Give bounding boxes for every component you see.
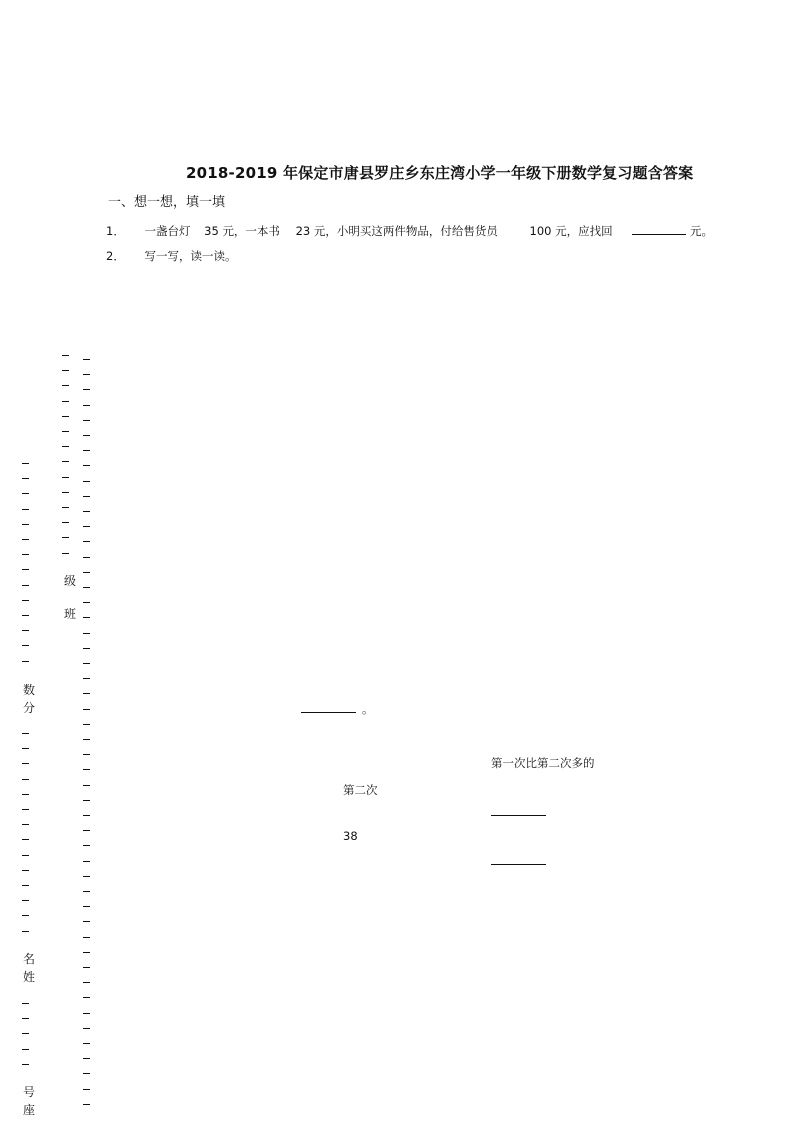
dash-mark	[83, 572, 90, 573]
dash-mark	[62, 461, 69, 462]
answer-blank[interactable]	[301, 712, 356, 713]
dash-mark	[62, 492, 69, 493]
question-text: 一盏台灯	[144, 224, 191, 238]
dash-mark	[22, 855, 29, 856]
dash-mark	[22, 839, 29, 840]
page-title: 2018-2019 年保定市唐县罗庄乡东庄湾小学一年级下册数学复习题含答案	[186, 164, 694, 182]
dash-mark	[83, 785, 90, 786]
dash-mark	[22, 645, 29, 646]
dash-mark	[83, 1028, 90, 1029]
dash-mark	[83, 876, 90, 877]
dash-mark	[83, 769, 90, 770]
dash-mark	[83, 541, 90, 542]
dash-mark	[83, 937, 90, 938]
dash-mark	[22, 661, 29, 662]
dash-mark	[62, 553, 69, 554]
class-label: 班	[63, 607, 76, 621]
dash-mark	[83, 921, 90, 922]
dash-mark	[22, 748, 29, 749]
dash-mark	[83, 754, 90, 755]
dash-mark	[83, 997, 90, 998]
dash-mark	[22, 870, 29, 871]
dash-mark	[83, 982, 90, 983]
dash-mark	[62, 416, 69, 417]
dash-mark	[62, 385, 69, 386]
dash-mark	[22, 809, 29, 810]
question-text: 元。	[689, 224, 713, 238]
dash-mark	[22, 915, 29, 916]
dash-mark	[22, 630, 29, 631]
dash-mark	[83, 389, 90, 390]
binding-dash-line	[62, 0, 70, 1124]
dash-mark	[83, 496, 90, 497]
dash-mark	[83, 663, 90, 664]
label-first-more: 第一次比第二次多的	[491, 756, 595, 770]
question-text: 元，应找回	[555, 224, 613, 238]
question-text: 元，一本书	[222, 224, 280, 238]
dash-mark	[62, 522, 69, 523]
book-price: 23	[295, 224, 311, 238]
question-text: 元，小明买这两件物品，付给售货员	[313, 224, 498, 238]
dash-mark	[22, 463, 29, 464]
dash-mark	[22, 539, 29, 540]
dash-mark	[22, 763, 29, 764]
dash-mark	[83, 450, 90, 451]
dash-mark	[62, 537, 69, 538]
dash-mark	[62, 370, 69, 371]
dash-mark	[83, 739, 90, 740]
dash-mark	[83, 1073, 90, 1074]
answer-blank[interactable]	[491, 815, 546, 816]
dash-mark	[83, 830, 90, 831]
question-2	[106, 248, 236, 264]
dash-mark	[22, 509, 29, 510]
dash-mark	[22, 1049, 29, 1050]
dash-mark	[83, 891, 90, 892]
dash-mark	[22, 885, 29, 886]
dash-mark	[83, 952, 90, 953]
dash-mark	[83, 617, 90, 618]
dash-mark	[83, 526, 90, 527]
dash-mark	[83, 481, 90, 482]
answer-blank[interactable]	[491, 864, 546, 865]
dash-mark	[22, 524, 29, 525]
dash-mark	[83, 815, 90, 816]
dash-mark	[22, 1064, 29, 1065]
answer-blank[interactable]	[632, 222, 686, 235]
dash-mark	[83, 967, 90, 968]
dash-mark	[83, 587, 90, 588]
dash-mark	[22, 900, 29, 901]
dash-mark	[22, 779, 29, 780]
class-label: 级	[63, 574, 76, 588]
dash-mark	[83, 602, 90, 603]
dash-mark	[22, 615, 29, 616]
dash-mark	[22, 931, 29, 932]
dash-mark	[83, 557, 90, 558]
dash-mark	[83, 511, 90, 512]
dash-mark	[62, 446, 69, 447]
question-text: 写一写，读一读。	[144, 249, 237, 263]
dash-mark	[83, 678, 90, 679]
dash-mark	[62, 401, 69, 402]
dash-mark	[22, 554, 29, 555]
lamp-price: 35	[204, 224, 219, 238]
dash-mark	[83, 800, 90, 801]
dash-mark	[62, 477, 69, 478]
name-label: 名 姓	[22, 952, 35, 984]
question-number: 2．	[106, 249, 125, 263]
dash-mark	[62, 355, 69, 356]
dash-mark	[22, 1003, 29, 1004]
dash-mark	[83, 1104, 90, 1105]
score-label: 数 分	[22, 683, 35, 715]
dash-mark	[83, 435, 90, 436]
dash-mark	[83, 465, 90, 466]
dash-mark	[83, 845, 90, 846]
dash-mark	[83, 693, 90, 694]
label-second: 第二次	[343, 783, 378, 797]
dash-mark	[83, 648, 90, 649]
dash-mark	[22, 794, 29, 795]
dash-mark	[83, 1043, 90, 1044]
dash-mark	[83, 1058, 90, 1059]
seat-label: 号 座	[22, 1085, 35, 1117]
dash-mark	[83, 374, 90, 375]
dash-mark	[83, 359, 90, 360]
dash-mark	[22, 733, 29, 734]
value-38: 38	[343, 829, 358, 843]
dash-mark	[83, 906, 90, 907]
dash-mark	[83, 861, 90, 862]
dash-mark	[22, 824, 29, 825]
dash-mark	[22, 478, 29, 479]
dash-mark	[83, 420, 90, 421]
period-mark: 。	[362, 702, 374, 716]
section-heading: 一、想一想，填一填	[108, 195, 226, 210]
dash-mark	[83, 724, 90, 725]
dash-mark	[22, 585, 29, 586]
dash-mark	[22, 1033, 29, 1034]
dash-mark	[22, 493, 29, 494]
dash-mark	[22, 600, 29, 601]
dash-mark	[83, 1089, 90, 1090]
dash-mark	[22, 1018, 29, 1019]
dash-mark	[83, 633, 90, 634]
paid-amount: 100	[529, 224, 552, 238]
dash-mark	[22, 569, 29, 570]
dash-mark	[83, 405, 90, 406]
dash-mark	[83, 709, 90, 710]
dash-mark	[62, 507, 69, 508]
binding-dash-line	[83, 0, 91, 1124]
question-1	[106, 222, 713, 239]
dash-mark	[62, 431, 69, 432]
dash-mark	[83, 1013, 90, 1014]
question-number: 1．	[106, 224, 125, 238]
